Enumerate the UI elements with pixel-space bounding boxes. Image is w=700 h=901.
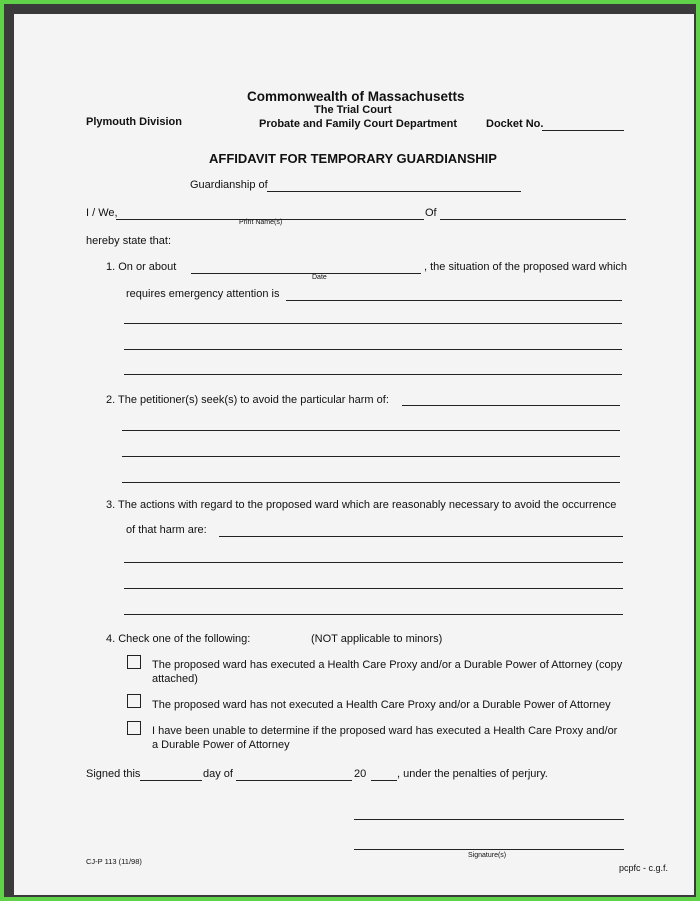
signed-month-field[interactable] <box>236 780 352 781</box>
footer-code: pcpfc - c.g.f. <box>619 863 669 873</box>
signature-caption: Signature(s) <box>468 852 507 859</box>
harm-field-line-2[interactable] <box>122 430 620 431</box>
item1-prefix: 1. On or about <box>106 261 177 273</box>
department-heading: Probate and Family Court Department <box>259 118 458 130</box>
date-field[interactable] <box>191 273 421 274</box>
signed-day-field[interactable] <box>140 780 202 781</box>
signature-line-2[interactable] <box>354 849 624 850</box>
docket-label: Docket No. <box>486 118 544 130</box>
emergency-field-line-2[interactable] <box>124 323 622 324</box>
signed-year-field[interactable] <box>371 780 397 781</box>
iwe-label: I / We, <box>86 207 118 219</box>
option2-line1: The proposed ward has not executed a Health Care Proxy and/or a Durable Power of Attorney <box>152 699 611 711</box>
option3-checkbox[interactable] <box>127 721 141 735</box>
option1-line1: The proposed ward has executed a Health Care Proxy and/or a Durable Power of Attorney (copy <box>152 659 623 671</box>
perjury-suffix: , under the penalties of perjury. <box>397 768 548 780</box>
harm-field-line-3[interactable] <box>122 456 620 457</box>
day-of-label: day of <box>203 768 233 780</box>
form-page <box>14 14 694 895</box>
option3-line1: I have been unable to determine if the proposed ward has executed a Health Care Proxy and/or <box>152 725 618 737</box>
item4-text: 4. Check one of the following: <box>106 633 251 645</box>
signature-line-1[interactable] <box>354 819 624 820</box>
item3-text: 3. The actions with regard to the proposed ward which are reasonably necessary to avoid the occurrence <box>106 499 617 511</box>
item1-line2: requires emergency attention is <box>126 288 280 300</box>
option3-line2: a Durable Power of Attorney <box>152 739 290 751</box>
harm-field-line-4[interactable] <box>122 482 620 483</box>
signed-this-label: Signed this <box>86 768 141 780</box>
print-names-caption: Print Name(s) <box>239 219 283 226</box>
trial-court-heading: The Trial Court <box>314 104 392 116</box>
option1-line2: attached) <box>152 673 198 685</box>
actions-field-line-4[interactable] <box>124 614 623 615</box>
date-caption: Date <box>312 274 327 281</box>
actions-field-line-1[interactable] <box>219 536 623 537</box>
option2-checkbox[interactable] <box>127 694 141 708</box>
item1-suffix: , the situation of the proposed ward which <box>424 261 628 273</box>
form-id: CJ-P 113 (11/98) <box>86 857 142 866</box>
item4-note: (NOT applicable to minors) <box>311 633 443 645</box>
emergency-field-line-3[interactable] <box>124 349 622 350</box>
harm-field-line-1[interactable] <box>402 405 620 406</box>
form-title: AFFIDAVIT FOR TEMPORARY GUARDIANSHIP <box>209 151 497 166</box>
emergency-field-line-1[interactable] <box>286 300 622 301</box>
guardianship-label: Guardianship of <box>190 179 268 191</box>
of-address-field[interactable] <box>440 219 626 220</box>
docket-number-field[interactable] <box>542 130 624 131</box>
actions-field-line-3[interactable] <box>124 588 623 589</box>
division-label: Plymouth Division <box>86 116 182 128</box>
item2-text: 2. The petitioner(s) seek(s) to avoid the particular harm of: <box>106 394 389 406</box>
hereby-label: hereby state that: <box>86 235 171 247</box>
emergency-field-line-4[interactable] <box>124 374 622 375</box>
actions-field-line-2[interactable] <box>124 562 623 563</box>
option1-checkbox[interactable] <box>127 655 141 669</box>
of-label: Of <box>425 207 437 219</box>
year-prefix: 20 <box>354 768 367 780</box>
commonwealth-heading: Commonwealth of Massachusetts <box>247 89 465 104</box>
item3-line2: of that harm are: <box>126 524 207 536</box>
guardianship-name-field[interactable] <box>267 191 521 192</box>
